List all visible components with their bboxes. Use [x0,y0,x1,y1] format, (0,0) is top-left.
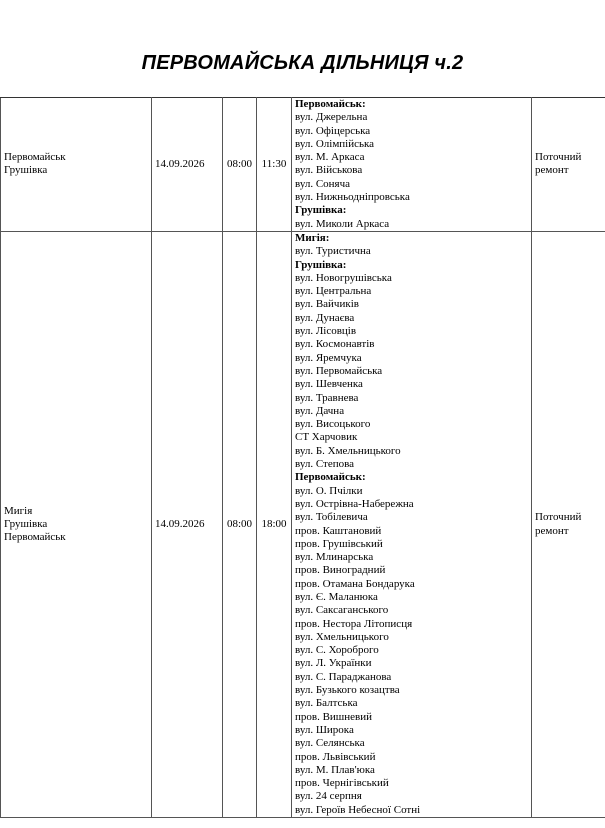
table-row [1,98,605,232]
street-name: вул. Є. Маланюка [295,590,378,603]
street-name: вул. Дунаєва [295,311,355,324]
street-name: вул. Хмельницького [295,630,389,643]
work-type-cell [532,98,605,232]
street-name: пров. Вишневий [295,710,373,723]
locality-heading: Первомайськ: [295,98,366,110]
street-name: вул. Олімпійська [295,137,375,150]
street-name: вул. Військова [295,164,363,177]
date-cell [152,231,223,817]
street-name: пров. Нестора Літописця [295,617,413,630]
outage-date: 14.09.2026 [155,517,205,530]
street-name: вул. Степова [295,458,355,471]
street-name: вул. О. Пчілки [295,484,363,497]
street-name: вул. Джерельна [295,111,368,124]
street-name: вул. Туристична [295,245,371,258]
street-name: пров. Виноградний [295,564,386,577]
street-name: вул. Новогрушівська [295,271,392,284]
street-name: вул. Нижньодніпровська [295,191,410,204]
street-name: вул. М. Плав'юка [295,763,375,776]
street-name: пров. Чернігівський [295,777,389,790]
settlements-cell [1,98,152,232]
end-time-cell [257,231,292,817]
start-time: 08:00 [226,157,253,170]
end-time: 11:30 [261,157,287,170]
work-type: Поточний [535,511,582,524]
end-time: 18:00 [261,517,287,530]
street-name: вул. Травнева [295,391,359,404]
streets-cell [292,231,532,817]
street-name: вул. Бузького козацтва [295,684,400,697]
date-cell [152,98,223,232]
streets-cell [292,98,532,232]
street-name: вул. Вайчиків [295,298,359,311]
street-name: вул. Офіцерська [295,124,371,137]
street-name: вул. Космонавтів [295,338,375,351]
page-title: ПЕРВОМАЙСЬКА ДІЛЬНИЦЯ ч.2 [141,52,464,74]
start-time-cell [223,231,257,817]
work-type: ремонт [535,524,569,537]
street-name: пров. Каштановий [295,524,382,537]
street-name: вул. Балтська [295,697,358,710]
settlement-name: Мигія [4,504,33,517]
street-name: пров. Грушівський [295,537,383,550]
street-name: СТ Харчовик [295,431,358,444]
street-name: вул. М. Аркаса [295,151,365,164]
street-name: вул. Лісовців [295,325,357,338]
settlement-name: Первомайськ [4,151,66,164]
street-name: вул. Острівна-Набережна [295,497,414,510]
end-time-cell [257,98,292,232]
street-name: вул. С. Параджанова [295,670,392,683]
street-name: вул. Селянська [295,737,365,750]
settlement-name: Грушівка [4,517,48,530]
start-time-cell [223,98,257,232]
street-name: вул. Героїв Небесної Сотні [295,803,421,816]
street-name: вул. Л. Українки [295,657,372,670]
street-name: вул. Б. Хмельницького [295,444,401,457]
street-name: вул. С. Хороброго [295,644,379,657]
street-name: пров. Отамана Бондарука [295,577,415,590]
street-name: вул. Тобілевича [295,511,368,524]
outage-schedule-table [0,97,605,818]
street-name: пров. Львівський [295,750,376,763]
street-name: вул. Центральна [295,285,372,298]
street-name: вул. Миколи Аркаса [295,217,390,230]
street-name: вул. Широка [295,723,354,736]
locality-heading: Первомайськ: [295,471,366,484]
settlement-name: Первомайськ [4,531,66,544]
outage-date: 14.09.2026 [155,157,205,170]
locality-heading: Мигія: [295,231,330,244]
settlement-name: Грушівка [4,164,48,177]
street-name: вул. Саксаганського [295,604,389,617]
work-type: Поточний [535,151,582,164]
street-name: вул. Шевченка [295,378,363,391]
street-name: вул. Первомайська [295,364,383,377]
street-name: вул. Висоцького [295,418,371,431]
locality-heading: Грушівка: [295,258,347,271]
street-name: вул. Дачна [295,404,345,417]
street-name: вул. Яремчука [295,351,362,364]
start-time: 08:00 [226,517,253,530]
table-row [1,231,605,817]
settlements-cell [1,231,152,817]
locality-heading: Грушівка: [295,204,347,217]
street-name: вул. Млинарська [295,551,374,564]
street-name: вул. Соняча [295,177,351,190]
work-type: ремонт [535,164,569,177]
street-name: вул. 24 серпня [295,790,362,803]
work-type-cell [532,231,605,817]
